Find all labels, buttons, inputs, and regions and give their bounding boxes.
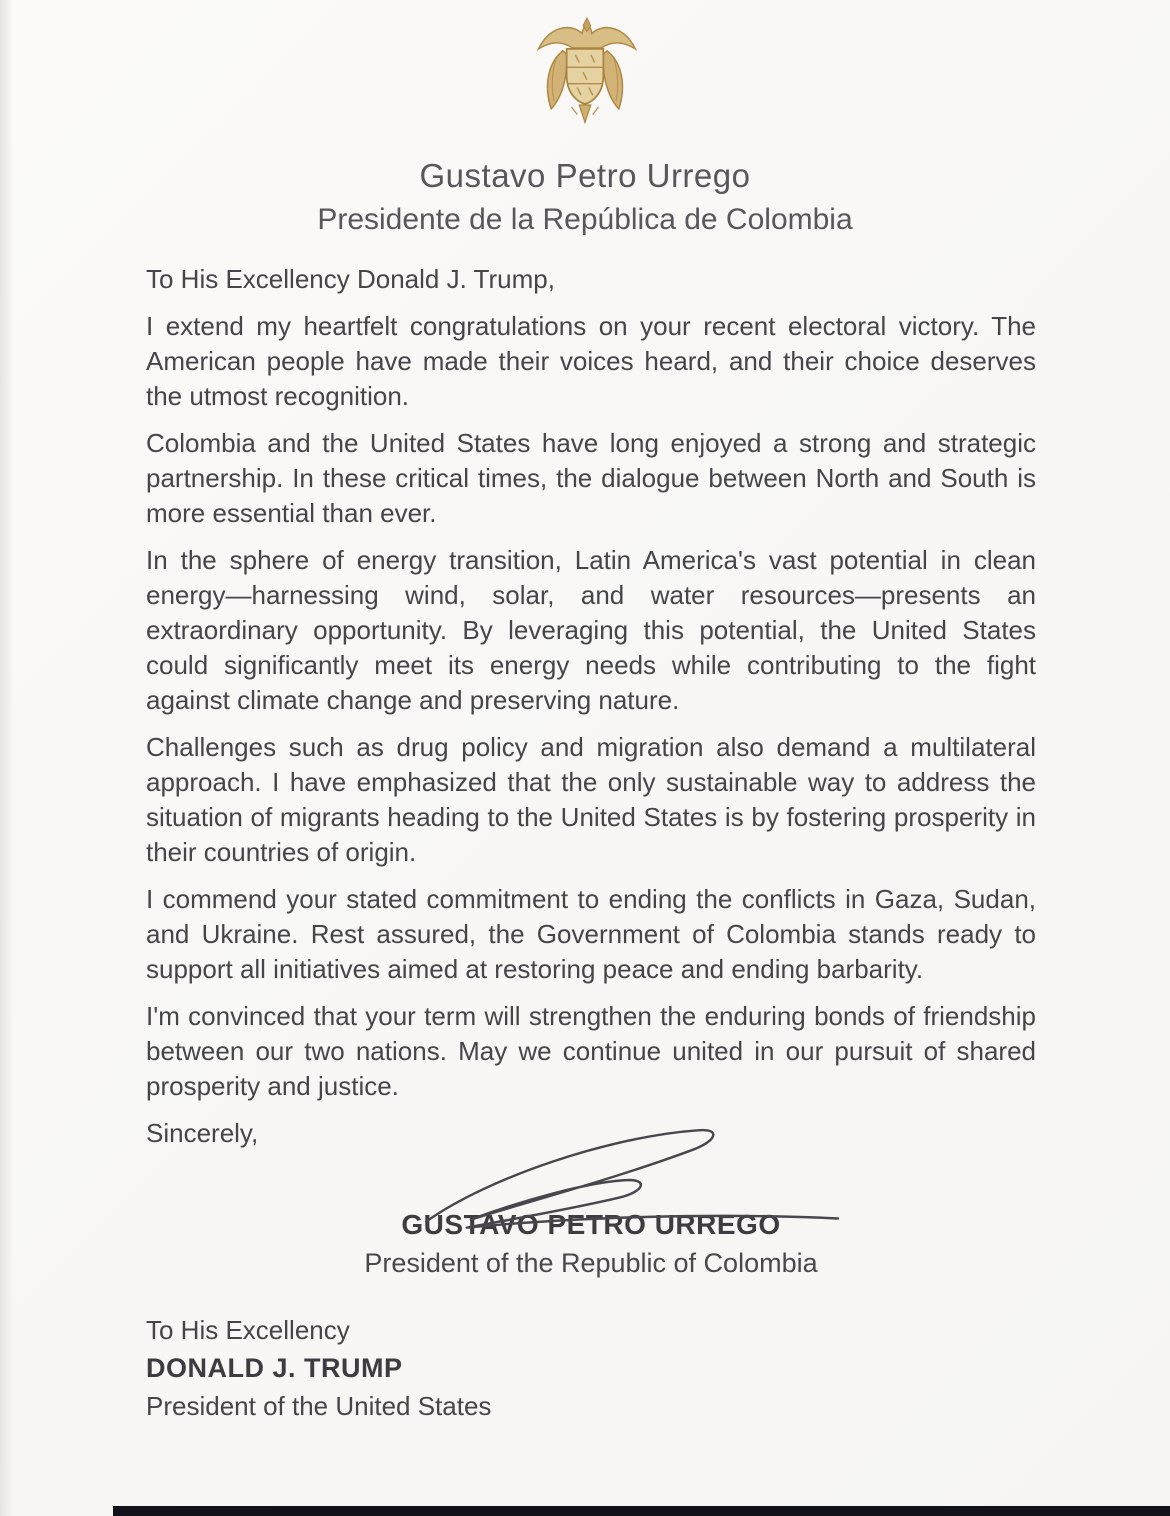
scan-edge-bar (113, 1506, 1170, 1516)
signer-title: President of the Republic of Colombia (364, 1248, 818, 1278)
signer-name: GUSTAVO PETRO URREGO (401, 1209, 781, 1240)
closing-salutation: Sincerely, (146, 1118, 259, 1148)
letterhead (0, 0, 1170, 237)
paragraph-2: Colombia and the United States have long enjoyed a strong and strategic partnership. In these critical times, the dialogue between North and South is more essential than ever. (146, 428, 1036, 528)
salutation: To His Excellency Donald J. Trump, (146, 264, 555, 294)
sender-title: Presidente de la República de Colombia (317, 203, 853, 236)
paragraph-6: I'm convinced that your term will strengthen the enduring bonds of friendship between our two nations. May we continue united in our pursuit of shared prosperity and justice. (146, 1001, 1036, 1101)
paragraph-3: In the sphere of energy transition, Latin America's vast potential in clean energy—harnessing wind, solar, and water resources—presents an extraordinary opportunity. By leveraging this potential, the United States could significantly meet its energy needs while contributing to the fight against climate change and preserving nature. (146, 545, 1036, 715)
recipient-block (146, 1311, 1036, 1425)
page-edge-shadow (0, 0, 14, 1516)
recipient-name: DONALD J. TRUMP (146, 1353, 403, 1383)
paragraph-5: I commend your stated commitment to ending the conflicts in Gaza, Sudan, and Ukraine. Rest assured, the Government of Colombia stands ready to support all initiatives aimed at restoring peace and ending barbarity. (146, 884, 1036, 984)
recipient-title: President of the United States (146, 1391, 492, 1421)
signature-image (408, 1122, 844, 1240)
paragraph-4: Challenges such as drug policy and migration also demand a multilateral approach. I have emphasized that the only sustainable way to address the situation of migrants heading to the United States is by fostering prosperity in their countries of origin. (146, 732, 1036, 867)
letter-body (146, 262, 1036, 1425)
sender-name: Gustavo Petro Urrego (419, 157, 751, 194)
paragraph-1: I extend my heartfelt congratulations on your recent electoral victory. The American people have made their voices heard, and their choice deserves the utmost recognition. (146, 311, 1036, 411)
colombia-coat-of-arms-emblem (527, 14, 643, 141)
recipient-honorific: To His Excellency (146, 1315, 350, 1345)
